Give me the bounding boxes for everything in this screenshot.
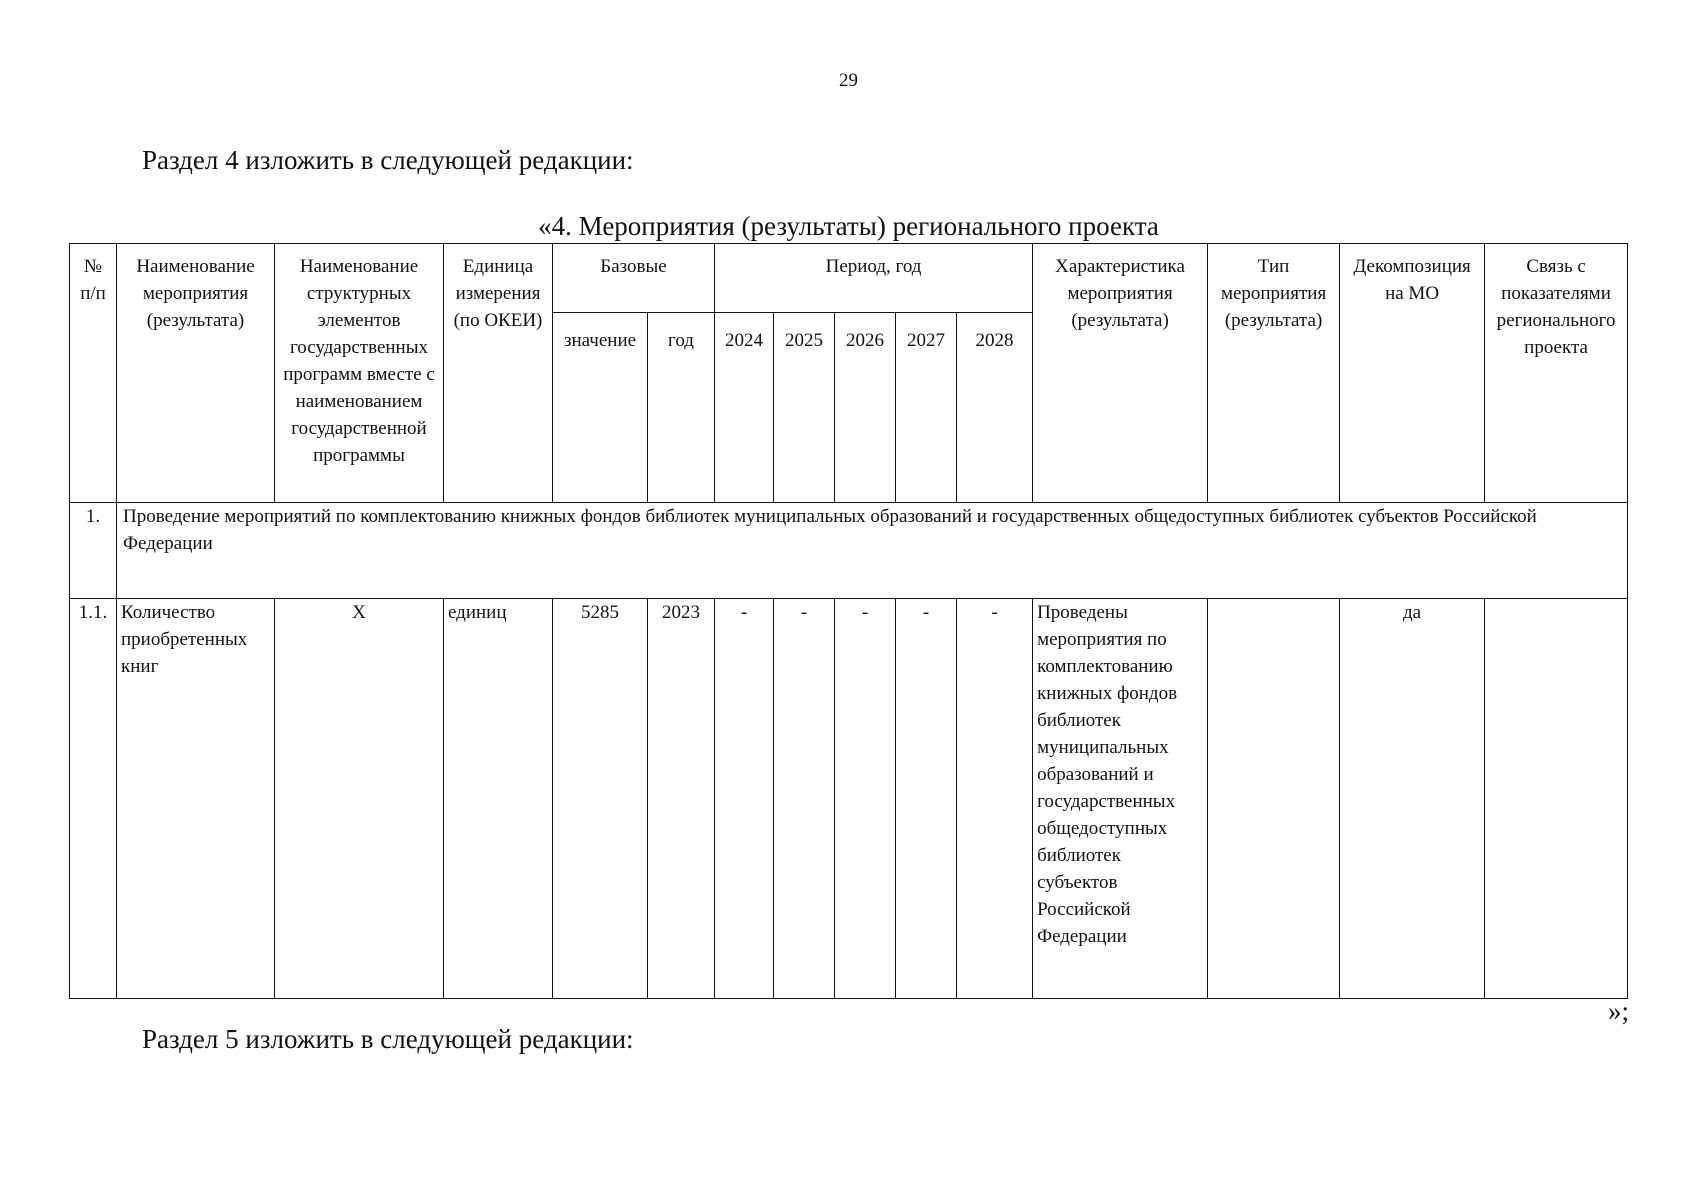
header-row-1 (70, 244, 1628, 313)
section-num: 1. (70, 503, 117, 599)
closing-quote: »; (1607, 996, 1629, 1026)
header-base-value: значение (553, 313, 648, 503)
row-base-value: 5285 (553, 599, 648, 999)
events-table (69, 243, 1628, 999)
header-structural: Наименование структурных элементов государственных программ вместе с наименованием государственной программы (275, 244, 444, 503)
header-year-2025: 2025 (774, 313, 835, 503)
row-decomposition: да (1340, 599, 1485, 999)
table-title: «4. Мероприятия (результаты) регионального проекта (538, 211, 1159, 241)
header-year-2027: 2027 (896, 313, 957, 503)
page-number: 29 (839, 70, 858, 91)
row-structural: Х (275, 599, 444, 999)
row-base-year: 2023 (648, 599, 715, 999)
header-type: Тип мероприятия (результата) (1208, 244, 1340, 503)
row-year-2027: - (896, 599, 957, 999)
outro-paragraph: Раздел 5 изложить в следующей редакции: (142, 1024, 634, 1054)
row-num: 1.1. (70, 599, 117, 999)
row-link (1485, 599, 1628, 999)
row-characteristic: Проведены мероприятия по комплектованию книжных фондов библиотек муниципальных образований и государственных общедоступных библиотек субъектов Российской Федерации (1033, 599, 1208, 999)
header-base-year: год (648, 313, 715, 503)
header-year-2028: 2028 (957, 313, 1033, 503)
row-unit: единиц (444, 599, 553, 999)
row-year-2028: - (957, 599, 1033, 999)
header-base: Базовые (553, 244, 715, 313)
header-num: № п/п (70, 244, 117, 503)
header-year-2024: 2024 (715, 313, 774, 503)
header-link: Связь с показателями регионального проекта (1485, 244, 1628, 503)
header-period: Период, год (715, 244, 1033, 313)
table-row (70, 599, 1628, 999)
header-name: Наименование мероприятия (результата) (117, 244, 275, 503)
header-characteristic: Характеристика мероприятия (результата) (1033, 244, 1208, 503)
row-name: Количество приобретенных книг (117, 599, 275, 999)
header-decomposition: Декомпозиция на МО (1340, 244, 1485, 503)
row-year-2026: - (835, 599, 896, 999)
header-unit: Единица измерения (по ОКЕИ) (444, 244, 553, 503)
section-row (70, 503, 1628, 599)
row-year-2024: - (715, 599, 774, 999)
intro-paragraph: Раздел 4 изложить в следующей редакции: (142, 145, 634, 175)
header-year-2026: 2026 (835, 313, 896, 503)
section-text: Проведение мероприятий по комплектованию книжных фондов библиотек муниципальных образований и государственных общедоступных библиотек субъектов Российской Федерации (117, 503, 1628, 599)
row-year-2025: - (774, 599, 835, 999)
row-type (1208, 599, 1340, 999)
